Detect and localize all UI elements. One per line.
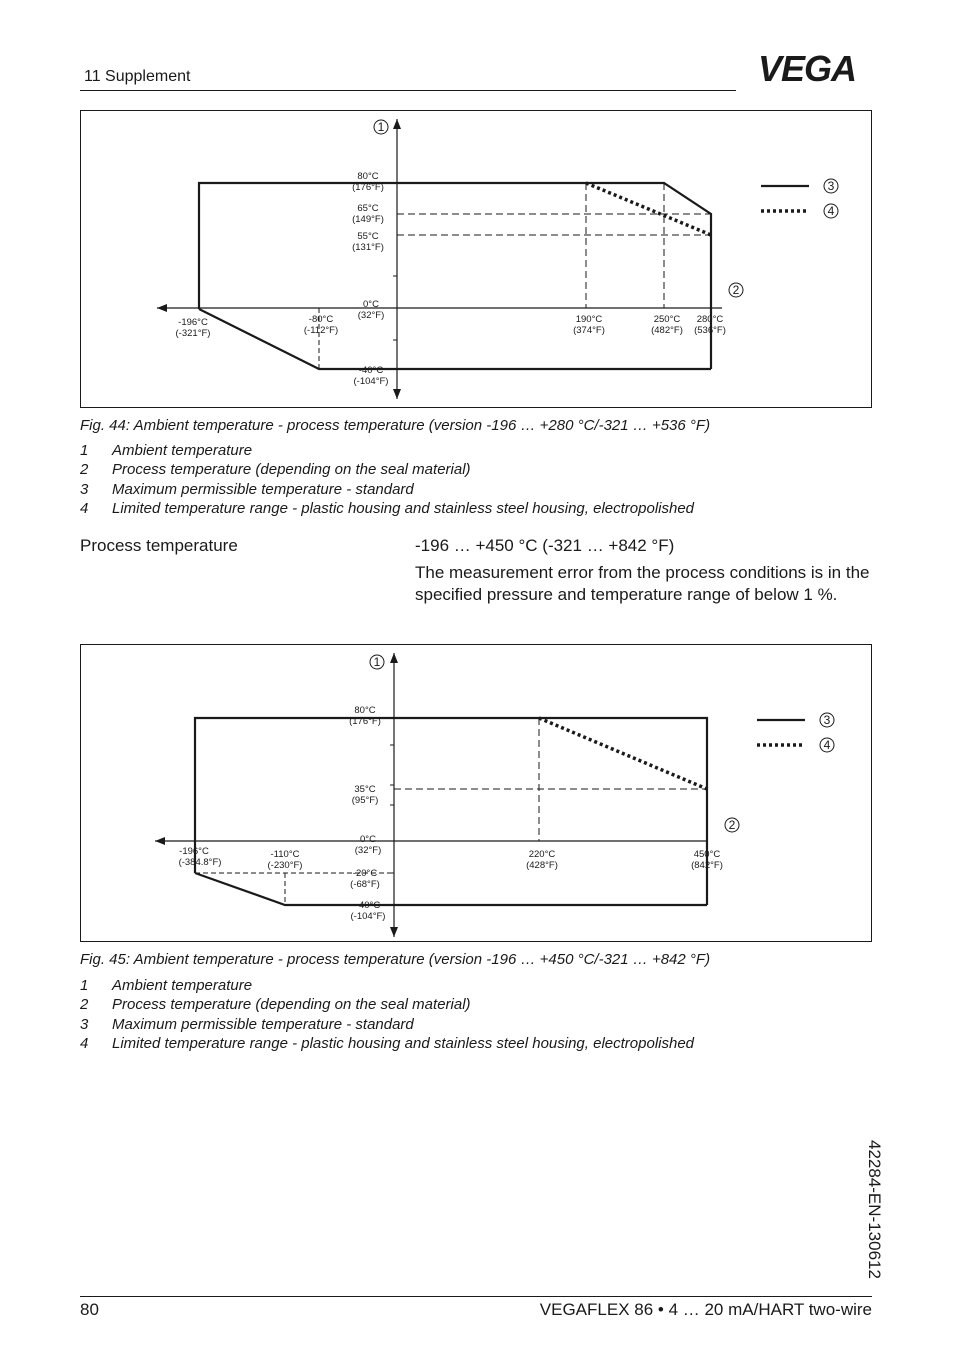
figure-45-diagram xyxy=(81,645,873,943)
callout-4: 4 xyxy=(823,738,831,752)
standard-boundary-bottom xyxy=(195,873,707,905)
x-label: -80°C xyxy=(308,314,334,325)
y-label: 0°C xyxy=(363,299,379,310)
legend-item xyxy=(80,460,800,479)
legend-text: Maximum permissible temperature - standard xyxy=(112,1015,414,1033)
legend-num: 1 xyxy=(80,977,89,994)
document-id: 42284-EN-130612 xyxy=(865,1140,884,1279)
x-label: (-321°F) xyxy=(175,328,211,339)
x-axis-arrow-left xyxy=(157,304,167,312)
y-label: -40°C xyxy=(358,365,384,376)
y-label: (131°F) xyxy=(352,242,384,253)
limited-boundary xyxy=(586,183,711,235)
standard-boundary xyxy=(199,183,711,369)
y-label: 0°C xyxy=(360,834,376,845)
y-label: (32°F) xyxy=(354,845,382,856)
vega-logo xyxy=(742,52,872,84)
x-label: (-384.8°F) xyxy=(178,857,222,868)
legend-item xyxy=(80,1015,800,1034)
spec-note: The measurement error from the process conditions is in the specified pressure and temperature range of below 1 %. xyxy=(415,563,870,604)
vega-logo-text: VEGA xyxy=(757,52,857,84)
x-label: 220°C xyxy=(528,849,556,860)
x-label: (428°F) xyxy=(526,860,558,871)
legend-num: 1 xyxy=(80,442,89,459)
y-label: (32°F) xyxy=(357,310,385,321)
callout-1: 1 xyxy=(373,655,381,669)
callout-1: 1 xyxy=(377,120,385,134)
legend-text: Process temperature (depending on the seal material) xyxy=(112,996,471,1014)
spec-label: Process temperature xyxy=(80,536,238,555)
legend-num: 4 xyxy=(80,1034,89,1052)
y-label: (-104°F) xyxy=(353,376,389,387)
x-label: 190°C xyxy=(575,314,603,325)
y-label: 55°C xyxy=(357,231,379,242)
figure-45-legend xyxy=(80,976,800,1053)
legend-item xyxy=(80,499,800,518)
legend-text: Ambient temperature xyxy=(112,977,253,994)
y-label: (-104°F) xyxy=(350,911,386,922)
x-label: -196°C xyxy=(178,317,208,328)
legend-text: Ambient temperature xyxy=(112,442,253,459)
legend-num: 3 xyxy=(80,480,89,498)
callout-3: 3 xyxy=(827,179,835,193)
x-label: (-112°F) xyxy=(303,325,339,336)
callout-2: 2 xyxy=(728,818,736,832)
y-label: 80°C xyxy=(354,705,376,716)
x-label: -110°C xyxy=(270,849,300,860)
x-label: 450°C xyxy=(693,849,721,860)
y-label: 35°C xyxy=(354,784,376,795)
header-rule xyxy=(80,90,736,91)
figure-44-diagram xyxy=(81,111,873,409)
limited-boundary xyxy=(539,718,707,789)
page-number: 80 xyxy=(80,1300,99,1319)
legend-num: 2 xyxy=(80,461,89,479)
legend-text: Maximum permissible temperature - standard xyxy=(112,480,414,498)
y-label: 80°C xyxy=(357,171,379,182)
figure-44-caption: Fig. 44: Ambient temperature - process temperature (version -196 … +280 °C/-321 … +536 °F) xyxy=(80,417,711,434)
x-label: -196°C xyxy=(179,846,209,857)
callout-2: 2 xyxy=(732,283,740,297)
legend-num: 4 xyxy=(80,499,89,517)
legend-text: Limited temperature range - plastic housing and stainless steel housing, electropolished xyxy=(112,499,695,517)
y-label: (176°F) xyxy=(349,716,381,727)
legend-num: 2 xyxy=(80,996,89,1014)
x-label: (374°F) xyxy=(573,325,605,336)
callout-4: 4 xyxy=(827,204,835,218)
y-axis-arrow-down xyxy=(393,389,401,399)
figure-44 xyxy=(80,110,872,408)
legend-item xyxy=(80,441,800,460)
y-label: (-68°F) xyxy=(350,879,380,890)
y-label: -20°C xyxy=(352,868,378,879)
figure-45-caption: Fig. 45: Ambient temperature - process temperature (version -196 … +450 °C/-321 … +842 °F) xyxy=(80,951,711,968)
y-label: 65°C xyxy=(357,203,379,214)
legend-item xyxy=(80,1034,800,1053)
y-axis-arrow-up xyxy=(390,653,398,663)
figure-44-legend xyxy=(80,441,800,518)
legend-num: 3 xyxy=(80,1015,89,1033)
footer-rule xyxy=(80,1296,872,1297)
legend-item xyxy=(80,976,800,995)
x-label: 280°C xyxy=(696,314,724,325)
y-label: (95°F) xyxy=(351,795,379,806)
y-label: (176°F) xyxy=(352,182,384,193)
x-label: 250°C xyxy=(653,314,681,325)
callout-3: 3 xyxy=(823,713,831,727)
legend-item xyxy=(80,995,800,1014)
x-label: (482°F) xyxy=(651,325,683,336)
x-label: (842°F) xyxy=(691,860,723,871)
y-label: (149°F) xyxy=(352,214,384,225)
standard-boundary-bottom xyxy=(199,309,711,369)
section-title: 11 Supplement xyxy=(84,68,191,85)
x-label: (-230°F) xyxy=(267,860,303,871)
y-axis-arrow-down xyxy=(390,927,398,937)
x-axis-arrow-left xyxy=(155,837,165,845)
figure-45 xyxy=(80,644,872,942)
spec-value: -196 … +450 °C (-321 … +842 °F) xyxy=(415,536,675,555)
legend-text: Limited temperature range - plastic housing and stainless steel housing, electropolished xyxy=(112,1034,695,1052)
y-label: -40°C xyxy=(355,900,381,911)
y-axis-arrow-up xyxy=(393,119,401,129)
product-name: VEGAFLEX 86 • 4 … 20 mA/HART two-wire xyxy=(539,1300,872,1319)
legend-text: Process temperature (depending on the seal material) xyxy=(112,461,471,479)
standard-boundary xyxy=(195,718,707,905)
x-label: (536°F) xyxy=(694,325,726,336)
legend-item xyxy=(80,480,800,499)
